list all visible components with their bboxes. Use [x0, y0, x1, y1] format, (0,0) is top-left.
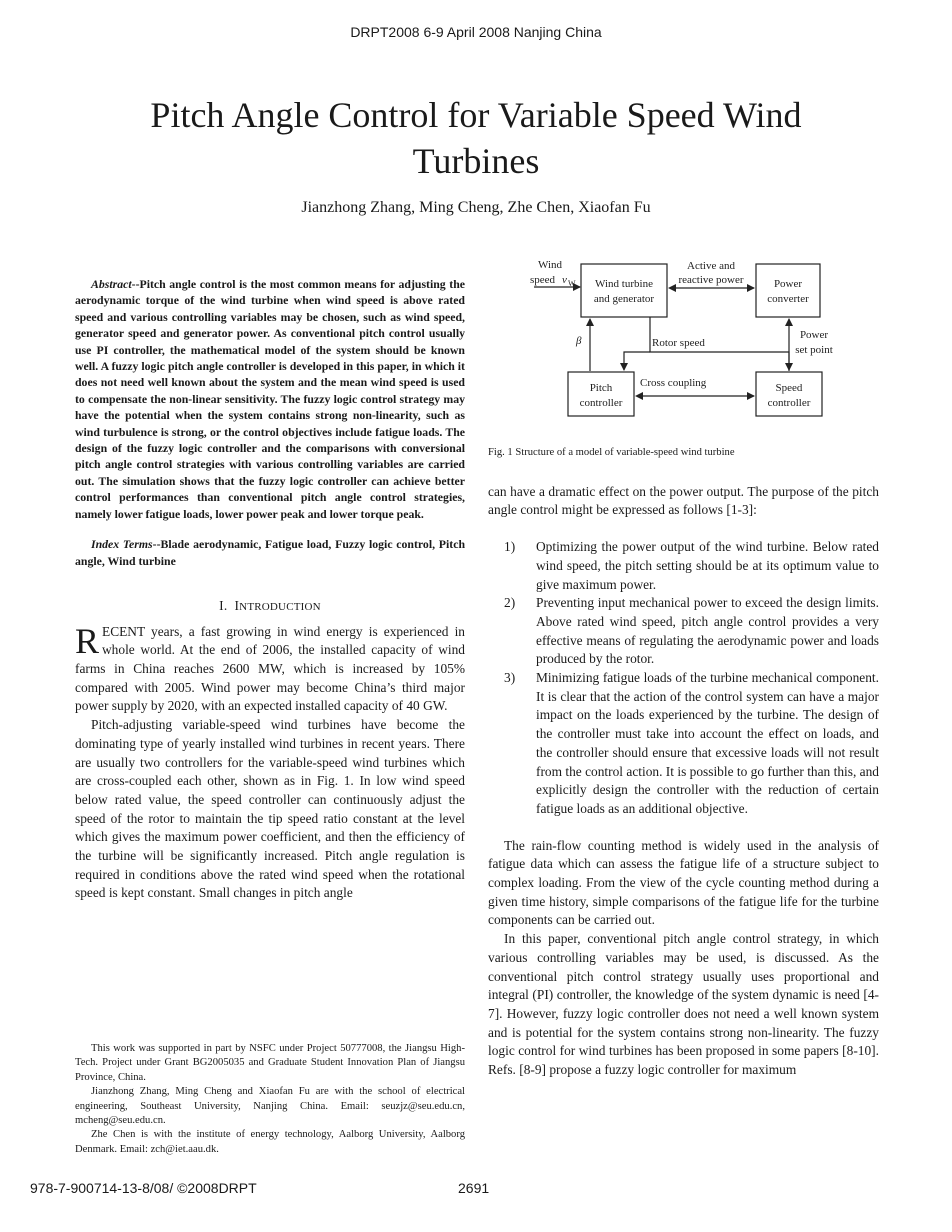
- list-item: [488, 594, 879, 669]
- label-w-sub: W: [568, 279, 576, 288]
- power-converter-box: [756, 264, 820, 317]
- label-converter-1: Power: [773, 278, 803, 290]
- right-column: [488, 258, 879, 1080]
- rainflow-paragraph: The rain-flow counting method is widely used in the analysis of fatigue data which can assess the fatigue life of a structure subject to complex loading. From the view of the cycle counting method during a given time history, simple comparisons of the fatigue life for the turbine components can be carried out.: [488, 837, 879, 928]
- cross-coupling-arrowhead-left: [635, 392, 643, 400]
- figure-1-caption: Fig. 1 Structure of a model of variable-speed wind turbine: [488, 447, 735, 458]
- figure-1-diagram: [488, 258, 879, 436]
- section-heading-introduction: [75, 597, 465, 617]
- list-item-number: 3): [504, 670, 516, 686]
- objectives-list: [488, 538, 879, 819]
- wind-turbine-box: [581, 264, 667, 317]
- label-speedc-1: Speed: [775, 382, 803, 394]
- index-terms: [75, 536, 465, 569]
- index-terms-text: --Blade aerodynamic, Fatigue load, Fuzzy logic control, Pitch angle, Wind turbine: [75, 537, 465, 568]
- footnote-funding: This work was supported in part by NSFC under Project 50777008, the Jiangsu High-Tech. Project under Grant BG2005035 and Graduate Student Innovation Plan of Jiangsu Province, China.: [75, 1043, 465, 1083]
- label-speedc-2: controller: [767, 397, 811, 409]
- list-item-number: 1): [504, 539, 516, 555]
- footnote-affiliation-2: Zhe Chen is with the institute of energy technology, Aalborg University, Aalborg Denmark. Email: zch@iet.aau.dk.: [75, 1129, 465, 1155]
- label-converter-2: converter: [767, 293, 809, 305]
- label-rotor-speed: Rotor speed: [652, 337, 705, 349]
- intro-paragraph-1: [75, 620, 465, 717]
- abstract: [75, 276, 465, 522]
- label-cross-coupling: Cross coupling: [640, 377, 707, 389]
- active-power-arrowhead-left: [668, 284, 676, 292]
- page-number: 2691: [458, 1180, 490, 1196]
- list-item: [488, 669, 879, 819]
- label-turbine-1: Wind turbine: [595, 278, 653, 290]
- left-column: [75, 276, 465, 903]
- author-list: Jianzhong Zhang, Ming Cheng, Zhe Chen, Xiaofan Fu: [301, 199, 651, 216]
- paper-title: Pitch Angle Control for Variable Speed Wind Turbines: [150, 95, 802, 181]
- section-numeral: I.: [219, 597, 228, 613]
- label-active-1: Active and: [687, 260, 735, 272]
- label-speed: speed: [530, 274, 556, 286]
- list-item-text: Optimizing the power output of the wind turbine. Below rated wind speed, the pitch setting should be at its optimum value to give maximum power.: [536, 539, 879, 592]
- label-setpoint-1: Power: [799, 329, 829, 341]
- list-item-text: Preventing input mechanical power to exceed the design limits. Above rated wind speed, pitch angle control provides a very effective means of regulating the aerodynamic power and loads produced by the rotor.: [536, 595, 879, 667]
- rotor-speed-to-pitch-arrow: [624, 352, 650, 370]
- speed-controller-box: [756, 372, 822, 416]
- abstract-label: Abstract: [91, 277, 132, 291]
- label-pitch-1: Pitch: [589, 382, 613, 394]
- label-active-2: reactive power: [678, 274, 744, 286]
- footnotes: [75, 1042, 465, 1157]
- block-diagram: [488, 258, 879, 436]
- pitch-controller-box: [568, 372, 634, 416]
- label-turbine-2: and generator: [593, 293, 655, 305]
- label-beta: β: [576, 335, 582, 347]
- paper-scope-paragraph: In this paper, conventional pitch angle control strategy, in which various controlling variables may be used, is discussed. As the conventional pitch control strategy usually uses proportional and integral (PI) controller, the knowledge of the system dynamic is need [4-7]. However, fuzzy logic controller does not need a well known system and is potential for the system contains strong non-linearity. The fuzzy logic control for wind turbines has been proposed in some papers [8-10]. Refs. [8-9] propose a fuzzy logic controller for maximum: [488, 931, 879, 1078]
- label-pitch-2: controller: [579, 397, 623, 409]
- label-setpoint-2: set point: [795, 344, 833, 356]
- label-wind: Wind: [538, 259, 562, 271]
- list-item: [488, 538, 879, 594]
- list-item-number: 2): [504, 595, 516, 611]
- index-terms-label: Index Terms: [91, 537, 153, 552]
- right-paragraph-continued: can have a dramatic effect on the power output. The purpose of the pitch angle control might be expressed as follows [1-3]:: [488, 483, 879, 518]
- intro-paragraph-2: Pitch-adjusting variable-speed wind turbines have become the dominating type of yearly installed wind turbines in recent years. There are usually two controllers for the variable-speed wind turbines which are cross-coupled each other, shown as in Fig. 1. In low wind speed below rated value, the speed controller can continuously adjust the speed of the rotor to maintain the tip speed ratio constant at the level which gives the maximum power coefficient, and then the efficiency of the turbine will be significantly increased. Pitch angle regulation is required in conditions above the rated wind speed when the rotational speed is kept constant. Small changes in pitch angle: [75, 717, 465, 901]
- section-initial: I: [234, 597, 240, 613]
- list-item-text: Minimizing fatigue loads of the turbine mechanical component. It is clear that the action of the control system can have a major impact on the loads experienced by the turbine. The design of the controller must take into account the effect on loads, and the controller should ensure that excessive loads will not result from the control action. It is possible to go further than this, and explicitly design the controller with the reduction of certain fatigue loads as an additional objective.: [536, 670, 879, 816]
- footnote-affiliation-1: Jianzhong Zhang, Ming Cheng and Xiaofan Fu are with the school of electrical engineering, Southeast University, Nanjing China. Email: seuzjz@seu.edu.cn, mcheng@seu.edu.cn.: [75, 1086, 465, 1127]
- section-title-rest: NTRODUCTION: [239, 600, 321, 613]
- abstract-text: --Pitch angle control is the most common means for adjusting the aerodynamic torque of the wind turbine when wind speed is above rated speed and various controlling variables may be chosen, such as wind speed, generator speed and generator power. As conventional pitch control usually use PI controller, the mathematical model of the system should be known well. A fuzzy logic pitch angle controller is developed in this paper, in which it does not need well known about the system and the mean wind speed is used to compensate the non-linear sensitivity. The fuzzy logic control strategy may have the potential when the system contains strong non-linearity, such as wind turbulence is strong, or the control objectives include fatigue loads. The design of the fuzzy logic controller and the comparisons with conversional pitch angle control strategies with various controlling variables are carried out. The simulation shows that the fuzzy logic controller can achieve better control performances than conventional pitch angle control strategies, namely lower fatigue loads, lower power peak and lower torque peak.: [75, 277, 465, 521]
- footer-isbn: 978-7-900714-13-8/08/ ©2008DRPT: [30, 1180, 257, 1196]
- conference-header: DRPT2008 6-9 April 2008 Nanjing China: [350, 24, 602, 40]
- intro-paragraph-1-text: ECENT years, a fast growing in wind energy is experienced in whole world. At the end of 2006, the installed capacity of wind farms in China reaches 2600 MW, which is increased by 105% compared with 2005. Wind power may become China’s third major power supply by 2020, with an expected installed capacity of 40 GW.: [75, 623, 465, 714]
- drop-cap: R: [75, 620, 100, 661]
- label-v: v: [562, 274, 567, 286]
